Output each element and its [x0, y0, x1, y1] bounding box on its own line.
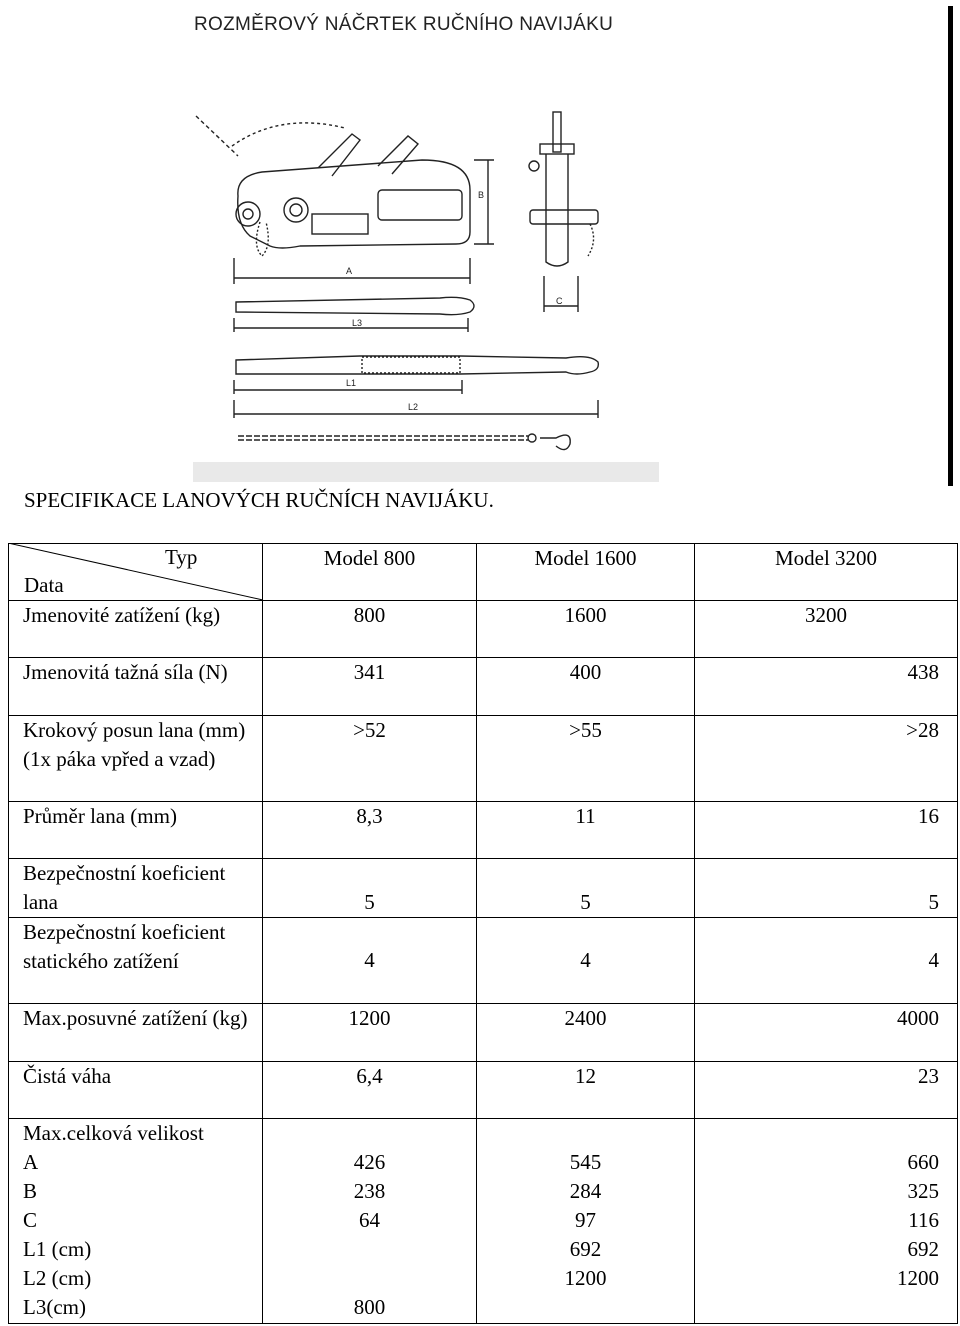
size-values-col [263, 1119, 477, 1324]
cell: 545 [569, 1150, 602, 1174]
svg-text:L2: L2 [408, 402, 419, 412]
table-row [9, 1004, 958, 1062]
cell: 4 [477, 918, 695, 1004]
row-label: Krokový posun lana (mm) (1x páka vpřed a vzad) [9, 716, 263, 802]
cell: 5 [477, 859, 695, 918]
cell: 800 [263, 601, 477, 658]
cell: 660 [907, 1150, 939, 1174]
cell: 400 [477, 658, 695, 716]
size-table-row [9, 1119, 958, 1324]
size-label: L3(cm) [23, 1295, 86, 1319]
cell: 325 [907, 1179, 939, 1203]
size-label: L1 (cm) [23, 1237, 92, 1261]
size-values-col [477, 1119, 695, 1324]
cell: 4 [695, 918, 958, 1004]
size-label: B [23, 1179, 38, 1203]
table-row [9, 859, 958, 918]
sketch-heading: ROZMĚROVÝ NÁČRTEK RUČNÍHO NAVIJÁKU [194, 14, 614, 35]
spec-table [8, 543, 958, 1324]
svg-text:C: C [556, 296, 563, 306]
model-header: Model 800 [263, 544, 477, 601]
cell: 1600 [477, 601, 695, 658]
cell: 692 [907, 1237, 939, 1261]
cell: >52 [263, 716, 477, 802]
cell [263, 1235, 476, 1264]
cell: 64 [359, 1208, 380, 1232]
row-label: Max.posuvné zatížení (kg) [9, 1004, 263, 1062]
row-label: Bezpečnostní koeficient statického zatížení [9, 918, 263, 1004]
size-label: A [23, 1150, 39, 1174]
cell: 238 [353, 1179, 386, 1203]
cell: 6,4 [263, 1062, 477, 1119]
table-row [9, 918, 958, 1004]
cell: 438 [695, 658, 958, 716]
cell: 1200 [263, 1004, 477, 1062]
cell: 3200 [695, 601, 958, 658]
cell: 2400 [477, 1004, 695, 1062]
row-label: Průměr lana (mm) [9, 802, 263, 859]
cell: 5 [695, 859, 958, 918]
spec-title: SPECIFIKACE LANOVÝCH RUČNÍCH NAVIJÁKU. [24, 488, 494, 512]
row-label: Čistá váha [9, 1062, 263, 1119]
size-label: L2 (cm) [23, 1266, 92, 1290]
cell: >55 [477, 716, 695, 802]
table-row [9, 716, 958, 802]
svg-text:B: B [478, 190, 485, 200]
row-label: Bezpečnostní koeficient lana [9, 859, 263, 918]
cell [477, 1293, 694, 1322]
cell: 5 [263, 859, 477, 918]
svg-text:L3: L3 [352, 318, 363, 328]
cell: 1200 [897, 1266, 939, 1290]
cell: 426 [353, 1150, 386, 1174]
corner-data-label: Data [24, 573, 64, 597]
cell: 800 [353, 1295, 386, 1319]
size-header: Max.celková velikost [23, 1121, 204, 1145]
table-row [9, 601, 958, 658]
size-values-col [695, 1119, 958, 1324]
row-label: Jmenovitá tažná síla (N) [9, 658, 263, 716]
cell: 4 [263, 918, 477, 1004]
cell [695, 1293, 939, 1322]
cell: 116 [908, 1208, 939, 1232]
cell: 97 [575, 1208, 596, 1232]
cell: 284 [569, 1179, 602, 1203]
size-label: C [23, 1208, 38, 1232]
table-row [9, 1062, 958, 1119]
table-row [9, 658, 958, 716]
cell [263, 1264, 476, 1293]
corner-typ-label: Typ [165, 545, 198, 569]
size-label-cell [9, 1119, 263, 1324]
cell: 11 [477, 802, 695, 859]
svg-text:L1: L1 [346, 378, 357, 388]
cell: 12 [477, 1062, 695, 1119]
table-row [9, 802, 958, 859]
cell: 23 [695, 1062, 958, 1119]
model-header: Model 1600 [477, 544, 695, 601]
svg-text:A: A [346, 266, 353, 276]
cell: 341 [263, 658, 477, 716]
cell: 1200 [564, 1266, 607, 1290]
cell: 8,3 [263, 802, 477, 859]
row-label: Jmenovité zatížení (kg) [9, 601, 263, 658]
cell: >28 [695, 716, 958, 802]
cell: 4000 [695, 1004, 958, 1062]
model-header: Model 3200 [695, 544, 958, 601]
cell: 692 [569, 1237, 602, 1261]
cell: 16 [695, 802, 958, 859]
winch-sketch [0, 0, 960, 490]
